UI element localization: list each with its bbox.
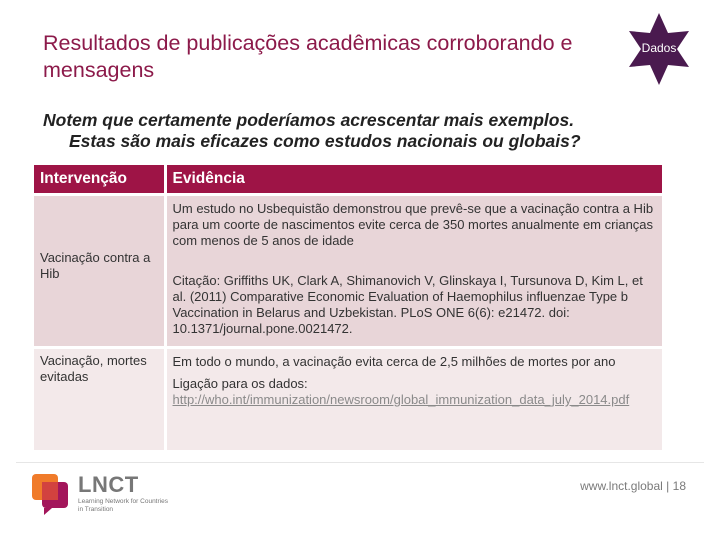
evidence-text: Em todo o mundo, a vacinação evita cerca de 2,5 milhões de mortes por ano: [172, 354, 616, 369]
logo-tagline: Learning Network for Countries in Transition: [78, 498, 168, 513]
table-row: [34, 348, 662, 451]
citation-text: Citação: Griffiths UK, Clark A, Shimanovich V, Glinskaya I, Tursunova D, Kim L, et al. (2011) Comparative Economic Evaluation of Haemophilus influenzae Type b Vaccination in Belarus and Uzbekistan. PLoS ONE 6(6): e21472. doi: 10.1371/journal.pone.0021472.: [172, 273, 643, 336]
lnct-logo: [30, 470, 170, 520]
footer-separator: |: [666, 479, 670, 493]
footer-page-info: [580, 479, 686, 493]
lnct-logo-icon: [30, 470, 74, 516]
slide-title: Resultados de publicações acadêmicas corroborando e mensagens: [43, 31, 573, 82]
footer-divider: [16, 462, 704, 463]
page-number: 18: [672, 479, 686, 493]
header-evidence: Evidência: [165, 165, 662, 195]
evidence-table: [34, 165, 662, 450]
header-intervention: Intervenção: [34, 165, 165, 195]
intervention-cell: [34, 195, 165, 348]
subtitle: [43, 110, 683, 152]
table-row: [34, 195, 662, 348]
intervention-label: Vacinação, mortes evitadas: [40, 353, 147, 384]
footer-site: www.lnct.global: [580, 479, 663, 493]
table-header-row: [34, 165, 662, 195]
evidence-text: Um estudo no Usbequistão demonstrou que prevê-se que a vacinação contra a Hib para um coorte de nascimentos evite cerca de 350 mortes anualmente em crianças com menos de 5 anos de idade: [172, 201, 654, 248]
evidence-cell: [165, 195, 662, 348]
intervention-cell: [34, 348, 165, 451]
logo-wordmark: LNCT: [78, 472, 139, 497]
data-badge: [621, 11, 697, 87]
data-link-label: Ligação para os dados:: [172, 376, 308, 391]
data-link[interactable]: http://who.int/immunization/newsroom/global_immunization_data_july_2014.pdf: [172, 392, 630, 407]
subtitle-line-1: Notem que certamente poderíamos acrescentar mais exemplos.: [43, 110, 575, 130]
intervention-label: Vacinação contra a Hib: [40, 250, 151, 281]
badge-label: Dados: [641, 41, 677, 55]
subtitle-line-2: Estas são mais eficazes como estudos nacionais ou globais?: [69, 131, 581, 151]
evidence-cell: [165, 348, 662, 451]
